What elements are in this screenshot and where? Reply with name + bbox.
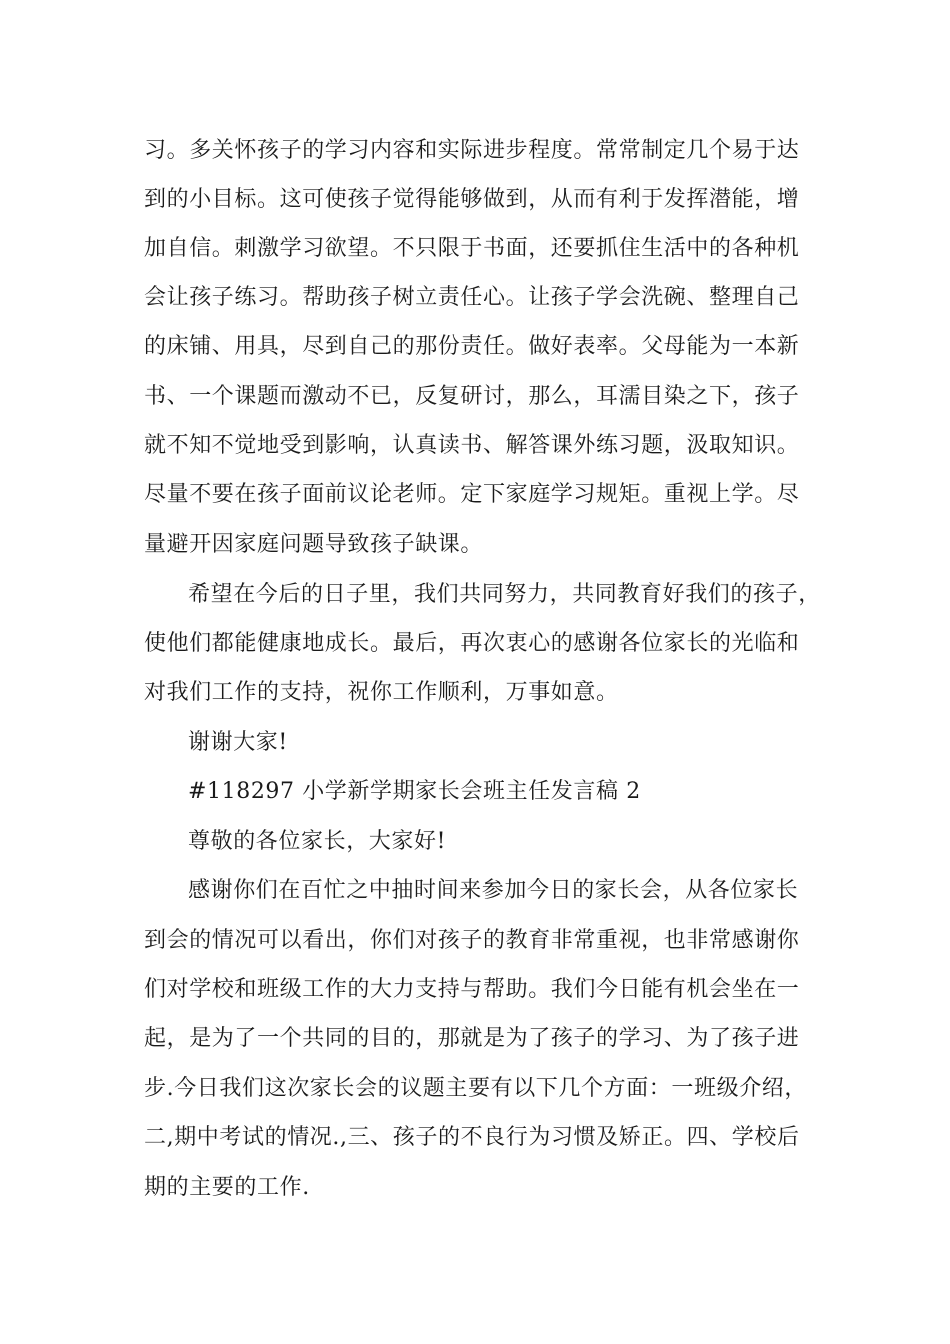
salutation: 尊敬的各位家长，大家好! <box>188 829 447 854</box>
text-line-17: 到会的情况可以看出，你们对孩子的教育非常重视，也非常感谢你 <box>144 928 800 953</box>
text-line-12: 对我们工作的支持，祝你工作顺利，万事如意。 <box>144 680 619 705</box>
text-line-1: 习。多关怀孩子的学习内容和实际进步程度。常常制定几个易于达 <box>144 138 800 163</box>
text-line-21: 二,期中考试的情况.,三、孩子的不良行为习惯及矫正。四、学校后 <box>144 1125 800 1150</box>
text-line-3: 加自信。刺激学习欲望。不只限于书面，还要抓住生活中的各种机 <box>144 236 800 261</box>
text-line-9: 量避开因家庭问题导致孩子缺课。 <box>144 532 484 557</box>
text-line-22: 期的主要的工作. <box>144 1175 310 1200</box>
text-line-19: 起，是为了一个共同的目的，那就是为了孩子的学习、为了孩子进 <box>144 1026 800 1051</box>
text-line-11: 使他们都能健康地成长。最后，再次衷心的感谢各位家长的光临和 <box>144 631 800 656</box>
text-line-6: 书、一个课题而激动不已，反复研讨，那么，耳濡目染之下，孩子 <box>144 384 800 409</box>
text-line-18: 们对学校和班级工作的大力支持与帮助。我们今日能有机会坐在一 <box>144 977 800 1002</box>
text-line-5: 的床铺、用具，尽到自己的那份责任。做好表率。父母能为一本新 <box>144 334 800 359</box>
text-line-10: 希望在今后的日子里，我们共同努力，共同教育好我们的孩子， <box>188 582 821 607</box>
text-line-20: 步.今日我们这次家长会的议题主要有以下几个方面：一班级介绍， <box>144 1076 807 1101</box>
text-line-8: 尽量不要在孩子面前议论老师。定下家庭学习规矩。重视上学。尽 <box>144 482 800 507</box>
text-line-7: 就不知不觉地受到影响，认真读书、解答课外练习题，汲取知识。 <box>144 433 800 458</box>
text-line-4: 会让孩子练习。帮助孩子树立责任心。让孩子学会洗碗、整理自己 <box>144 285 800 310</box>
text-line-2: 到的小目标。这可使孩子觉得能够做到，从而有利于发挥潜能，增 <box>144 187 800 212</box>
section-heading: #118297 小学新学期家长会班主任发言稿 2 <box>188 779 641 804</box>
text-line-16: 感谢你们在百忙之中抽时间来参加今日的家长会，从各位家长 <box>188 878 799 903</box>
text-line-13: 谢谢大家! <box>188 730 288 755</box>
